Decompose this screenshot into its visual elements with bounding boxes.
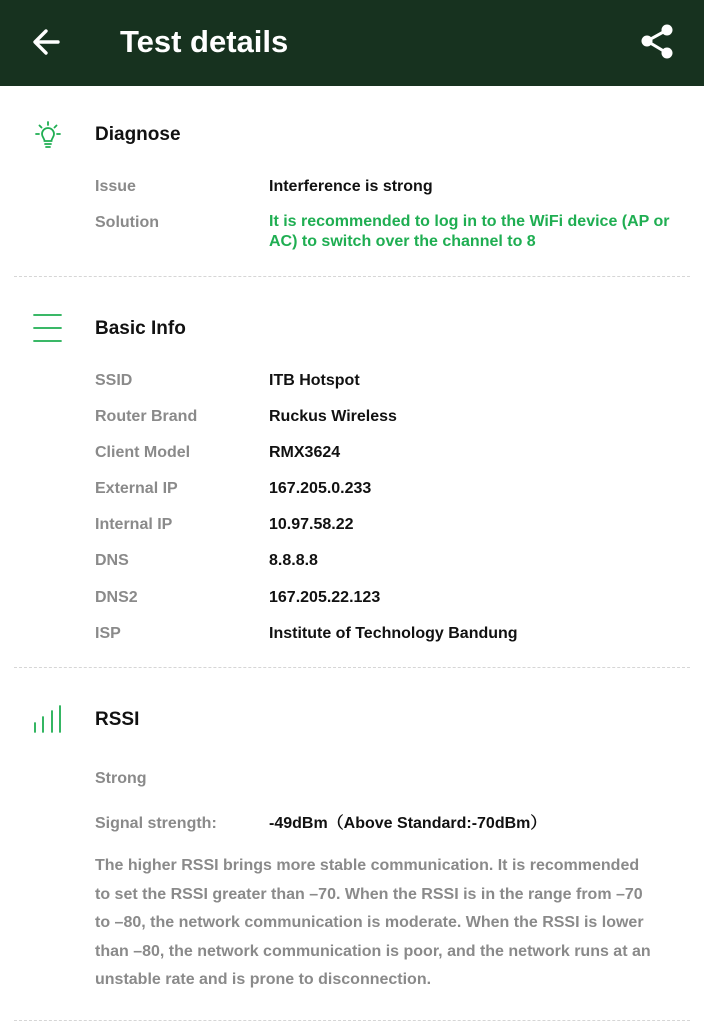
info-label: DNS bbox=[95, 552, 129, 569]
info-label: Router Brand bbox=[95, 408, 198, 425]
issue-value: Interference is strong bbox=[269, 178, 433, 195]
signal-strength-value: -49dBm（Above Standard:-70dBm） bbox=[269, 815, 547, 832]
info-value: Institute of Technology Bandung bbox=[269, 625, 518, 642]
info-label: ISP bbox=[95, 625, 121, 642]
info-row bbox=[0, 442, 704, 468]
divider bbox=[14, 1020, 690, 1021]
rssi-status: Strong bbox=[95, 770, 147, 787]
info-value: Ruckus Wireless bbox=[269, 408, 397, 425]
issue-label: Issue bbox=[95, 178, 136, 195]
info-value: 167.205.0.233 bbox=[269, 480, 372, 497]
signal-strength-row bbox=[0, 813, 704, 839]
info-row bbox=[0, 370, 704, 396]
issue-row bbox=[0, 176, 704, 202]
info-value: 167.205.22.123 bbox=[269, 589, 381, 606]
info-row bbox=[0, 514, 704, 540]
info-value: 8.8.8.8 bbox=[269, 552, 318, 569]
info-value: ITB Hotspot bbox=[269, 372, 360, 389]
diagnose-section bbox=[0, 0, 704, 280]
rssi-title: RSSI bbox=[95, 709, 140, 730]
signal-bars-icon bbox=[30, 702, 66, 738]
divider bbox=[14, 667, 690, 668]
signal-strength-label: Signal strength: bbox=[95, 815, 217, 832]
solution-row bbox=[0, 212, 704, 258]
info-row bbox=[0, 587, 704, 613]
info-row bbox=[0, 478, 704, 504]
info-label: External IP bbox=[95, 480, 178, 497]
info-row bbox=[0, 406, 704, 432]
info-value: RMX3624 bbox=[269, 444, 341, 461]
info-row bbox=[0, 550, 704, 576]
divider bbox=[14, 276, 690, 277]
rssi-description: The higher RSSI brings more stable communication. It is recommended to set the RSSI greater than –70. When the RSSI is in the range from –70 to –80, the network communication is moderate. When the RSSI is lower than –80, the network communication is poor, and the network runs at an unstable rate and is prone to disconnection. bbox=[95, 857, 651, 988]
diagnose-title: Diagnose bbox=[95, 124, 181, 145]
info-value: 10.97.58.22 bbox=[269, 516, 354, 533]
info-label: DNS2 bbox=[95, 589, 138, 606]
solution-value: It is recommended to log in to the WiFi device (AP or AC) to switch over the channel to 8 bbox=[269, 213, 670, 250]
page-title: Test details bbox=[120, 24, 289, 59]
menu-lines-icon bbox=[30, 310, 66, 346]
lightbulb-icon bbox=[30, 117, 66, 153]
solution-label: Solution bbox=[95, 214, 159, 231]
info-row bbox=[0, 623, 704, 649]
info-label: SSID bbox=[95, 372, 133, 389]
info-label: Internal IP bbox=[95, 516, 173, 533]
basic-info-title: Basic Info bbox=[95, 318, 186, 339]
info-label: Client Model bbox=[95, 444, 191, 461]
rssi-status-row bbox=[0, 768, 704, 794]
